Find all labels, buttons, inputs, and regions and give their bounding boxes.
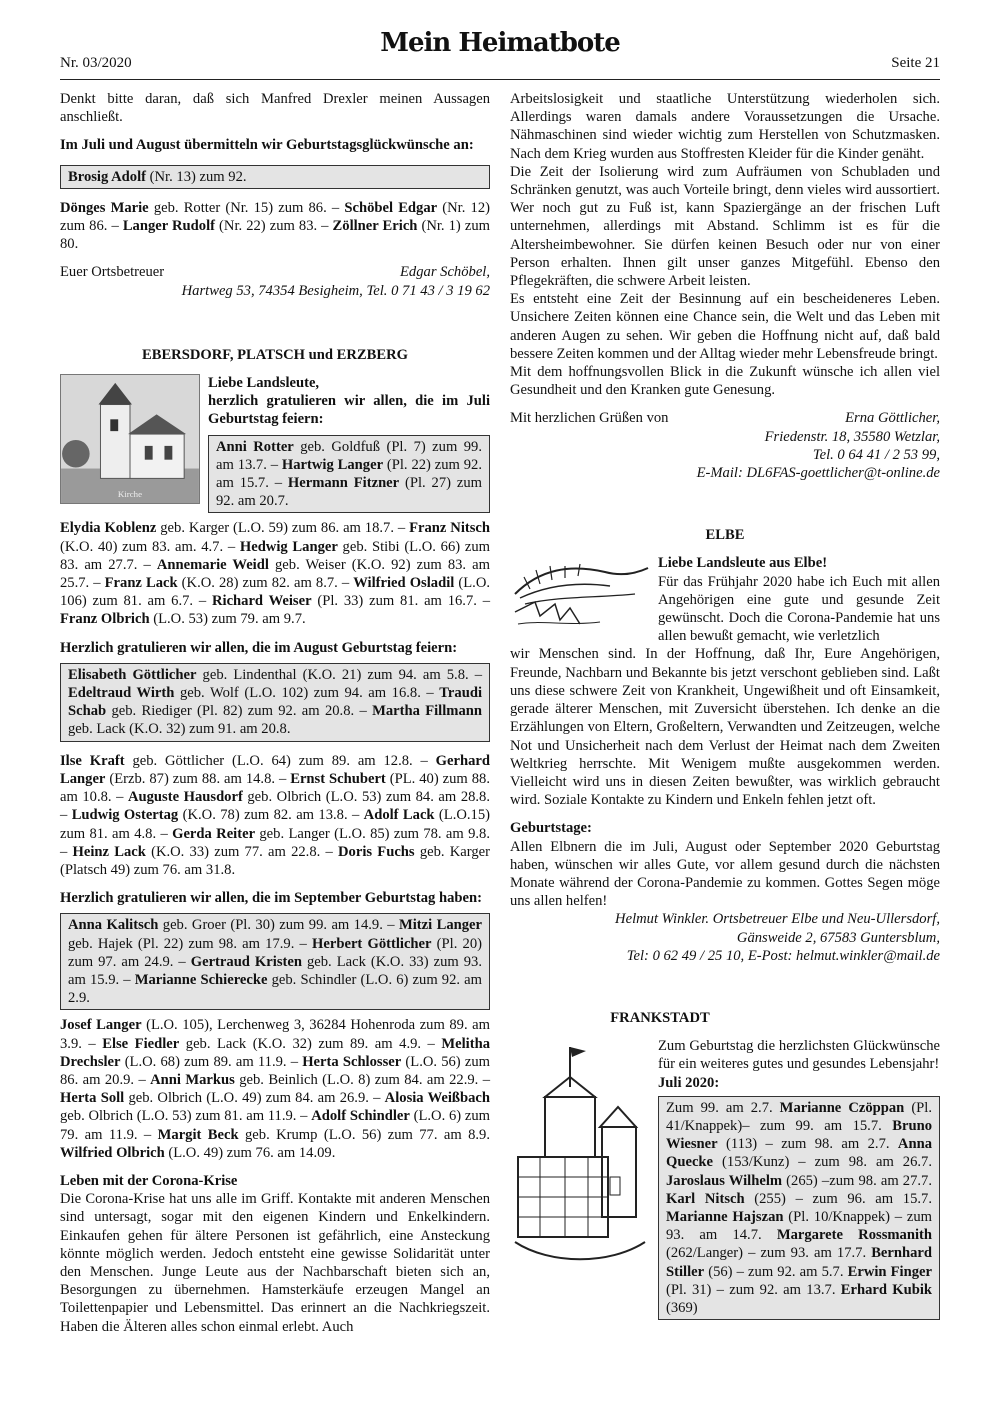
september-heading: Herzlich gratulieren wir allen, die im September Geburtstag haben:: [60, 890, 482, 907]
person-name: Annemarie Weidl: [156, 556, 269, 573]
birthday-text: Allen Elbnern die im Juli, August oder September 2020 Geburtstag haben, wünschen wir alles Gute, vor allem gesund durch die nächsten Monate während der Corona-Pandemie zu kommen. Gottes Segen möge uns allen helfen!: [510, 838, 940, 910]
person-details: geb. Karger (Platsch 49) zum 76. am 31.8.: [60, 843, 491, 878]
person-name: Else Fiedler: [102, 1035, 180, 1052]
church-photo: [60, 374, 200, 504]
person-details: geb. Beinlich (L.O. 8) zum 84. am 22.9. –: [234, 1071, 490, 1088]
signature-address: Hartweg 53, 74354 Besigheim, Tel. 0 71 43 / 3 19 62: [181, 282, 490, 299]
person-details: geb. Olbrich (L.O. 53) zum 84. am 28.8. –: [60, 789, 491, 824]
august-box: [60, 663, 490, 742]
person-name: Ilse Kraft: [60, 752, 125, 769]
person-name: Traudi Schab: [68, 685, 482, 720]
person-name: Anni Markus: [150, 1071, 235, 1088]
castle-drawing: [510, 1037, 650, 1267]
person-details: geb. Wolf (L.O. 102) zum 94. am 16.8. –: [174, 685, 440, 702]
julaug-box: [60, 165, 490, 189]
greeting-mail: E-Mail: DL6FAS-goettlicher@t-online.de: [696, 465, 940, 482]
person-details: geb. Karger (L.O. 59) zum 86. am 18.7. –: [156, 520, 410, 537]
person-name: Auguste Hausdorf: [127, 789, 243, 806]
person-name: Brosig Adolf: [68, 168, 146, 185]
corona-cont-4: Mit dem hoffnungsvollen Blick in die Zukunft wünsche ich allen viel Gesundheit und den Kranken gute Genesung.: [510, 364, 940, 399]
person-details: (Nr. 22) zum 83. –: [215, 218, 333, 235]
person-details: geb. Goldfuß (Pl. 7) zum 99. am 13.7. –: [216, 438, 482, 473]
ebersdorf-greeting: Liebe Landsleute,: [208, 375, 320, 392]
person-name: Anni Rotter: [216, 438, 294, 455]
person-details: (L.O. 68) zum 89. am 11.9. –: [120, 1053, 303, 1070]
person-name: Marianne Hajszan: [666, 1208, 784, 1225]
person-name: Alosia Weißbach: [384, 1090, 491, 1107]
person-details: (Nr. 13) zum 92.: [146, 168, 247, 185]
august-heading: Herzlich gratulieren wir allen, die im August Geburtstag feiern:: [60, 639, 458, 656]
person-name: Bernhard Stiller: [666, 1245, 932, 1280]
elbe-title: ELBE: [705, 527, 745, 544]
person-name: Elisabeth Göttlicher: [68, 666, 197, 683]
september-box: [60, 913, 490, 1010]
julaug-heading: Im Juli und August übermitteln wir Geburtstagsglückwünsche an:: [60, 137, 474, 154]
elbe-text-2: wir Menschen sind. In der Hoffnung, daß Ihr, Eure Angehörigen, Freunde, Nachbarn und Bekannte bis jetzt verschont geblieben sind. Laßt uns diese schwere Zeit von Krankheit, Ungewißheit und oft Einsamkeit, gerade älterer Menschen, mit Zuversicht überstehen. Ich denke an die Erzählungen von Eltern, Großeltern, Verwandten und Zeitzeugen, welche Not und Unsicherheit nach dem Verlust der Heimat nach dem Zweiten Weltkrieg herrschte. Mit Wenigem mußte ausgekommen werden. Vielleicht wird uns in diesen Zeiten bewußter, was wirklich gebraucht wird. Soziale Kontakte zu Kindern und Enkeln fehlen jetzt oft.: [510, 646, 940, 809]
person-name: Herta Soll: [60, 1090, 125, 1107]
person-name: Erhard Kubik: [840, 1281, 932, 1298]
person-details: geb. Göttlicher (L.O. 64) zum 89. am 12.8. –: [124, 752, 436, 769]
issue-number: Nr. 03/2020: [60, 55, 132, 71]
person-details: geb. Langer (L.O. 85) zum 78. am 9.8. –: [60, 825, 490, 860]
person-details: (Pl. 27) zum 92. am 20.7.: [216, 475, 482, 510]
corona-cont-2: Die Zeit der Isolierung wird zum Aufräumen von Schubladen und Schränken genutzt, was auch Vorteile bringt, denn vieles wird aussortiert. Wer noch gut zu Fuß ist, kann Spaziergänge an der frischen Luft unternehmen, allerdings mit Abstand. Schlimm ist es für die Altersheimbewohner. Sie dürfen keinen Besuch oder nur von einer Person erhalten. Ihnen gilt unser ganzes Mitgefühl. Ebenso den Pflegekräften, die schwere Arbeit leisten.: [510, 163, 940, 290]
person-details: (Pl. 10/Knappek) – zum 93. am 14.7.: [666, 1208, 932, 1244]
ebersdorf-greeting-2: herzlich gratulieren wir allen, die im Juli Geburtstag feiern:: [208, 393, 490, 428]
person-name: Edeltraud Wirth: [68, 685, 175, 702]
frankstadt-title: FRANKSTADT: [610, 1009, 710, 1026]
right-column: [510, 90, 940, 1320]
elbe-landscape-drawing: [510, 554, 650, 634]
ebersdorf-intro: [60, 374, 490, 513]
person-name: Schöbel Edgar: [344, 199, 438, 216]
greeting-address: Friedenstr. 18, 35580 Wetzlar,: [764, 428, 940, 445]
person-name: Melitha Drechsler: [60, 1035, 491, 1070]
person-name: Heinz Lack: [72, 843, 146, 860]
person-details: (K.O. 40) zum 83. am. 4.7. –: [60, 538, 240, 555]
person-name: Margit Beck: [157, 1126, 239, 1143]
person-name: Gerda Reiter: [172, 825, 256, 842]
frankstadt-box: [658, 1096, 940, 1320]
person-name: Elydia Koblenz: [60, 520, 157, 537]
frankstadt-section: [510, 1037, 940, 1320]
person-name: Doris Fuchs: [338, 843, 415, 860]
person-details: (255) – zum 96. am 15.7.: [744, 1190, 932, 1207]
person-details: geb. Riediger (Pl. 82) zum 92. am 20.8. –: [106, 703, 373, 720]
page-number: Seite 21: [891, 55, 940, 71]
greeting-name: Erna Göttlicher,: [845, 410, 940, 427]
person-details: (153/Kunz) – zum 98. am 26.7.: [713, 1154, 932, 1171]
person-details: (Pl. 33) zum 81. am 16.7. –: [311, 593, 490, 610]
frankstadt-month: Juli 2020:: [658, 1074, 720, 1091]
person-name: Anna Kalitsch: [68, 917, 159, 934]
person-details: geb. Groer (Pl. 30) zum 99. am 14.9. –: [158, 917, 399, 934]
person-details: geb. Lack (K.O. 32) zum 91. am 20.8.: [68, 721, 291, 738]
person-name: Adolf Schindler: [311, 1108, 410, 1125]
person-name: Marianne Schierecke: [134, 971, 268, 988]
elbe-intro: [510, 554, 940, 645]
person-details: (262/Langer) – zum 93. am 17.7.: [666, 1245, 872, 1262]
person-details: (Erzb. 87) zum 88. am 14.8. –: [105, 770, 291, 787]
birthday-heading: Geburtstage:: [510, 820, 592, 837]
page-header: [60, 28, 940, 80]
person-name: Gerhard Langer: [60, 752, 490, 787]
person-details: (56) – zum 92. am 5.7.: [704, 1263, 848, 1280]
corona-text: Die Corona-Krise hat uns alle im Griff. Kontakte mit anderen Menschen sind untersagt, sogar mit den eigenen Kindern und Enkelkindern. Einkaufen gehen für ältere Personen ist gefährlich, eine Ansteckung könnte möglich werden. Jedoch entsteht eine gewisse Solidarität unter den Menschen. Junge Leute aus der Nachbarschaft bieten sich an, Besorgungen zu übernehmen. Hamsterkäufe erzeugen Mangel an Toilettenpapier und Lebensmittel. Das erinnert an die Nachkriegszeit. Haben die Älteren alles schon einmal erlebt. Auch: [60, 1191, 490, 1335]
person-name: Wilfried Olbrich: [60, 1144, 165, 1161]
signature-label: Euer Ortsbetreuer: [60, 264, 165, 281]
person-name: Hermann Fitzner: [287, 475, 400, 492]
person-details: (L.O.15) zum 81. am 4.8. –: [60, 807, 490, 842]
person-name: Martha Fillmann: [372, 703, 482, 720]
greeting-row: [510, 409, 940, 427]
person-details: geb. Stibi (L.O. 66) zum 83. am 27.7. –: [60, 538, 490, 573]
person-name: Josef Langer: [60, 1017, 142, 1034]
julaug-list: [60, 199, 490, 254]
signature: [60, 263, 490, 281]
person-name: Mitzi Langer: [398, 917, 482, 934]
person-details: geb. Olbrich (L.O. 53) zum 81. am 11.9. –: [60, 1108, 312, 1125]
person-name: Franz Olbrich: [60, 611, 150, 628]
person-details: (K.O. 78) zum 82. am 13.8. –: [178, 807, 364, 824]
greeting-tel: Tel. 0 64 41 / 2 53 99,: [812, 446, 940, 463]
person-name: Ludwig Ostertag: [71, 807, 179, 824]
elbe-signature-1: Helmut Winkler. Ortsbetreuer Elbe und Neu-Ullersdorf,: [615, 911, 940, 928]
church-label: Kirche: [117, 489, 143, 500]
person-details: geb. Lack (K.O. 32) zum 89. am 4.9. –: [179, 1035, 442, 1052]
person-details: geb. Weiser (K.O. 92) zum 83. am 25.7. –: [60, 556, 490, 592]
elbe-signature-3: Tel: 0 62 49 / 25 10, E-Post: helmut.winkler@mail.de: [626, 947, 940, 964]
person-details: (PL. 40) zum 88. am 10.8. –: [60, 770, 490, 806]
person-name: Hartwig Langer: [281, 456, 384, 473]
person-name: Ernst Schubert: [290, 770, 386, 787]
person-details: (L.O. 49) zum 76. am 14.09.: [164, 1144, 336, 1161]
person-name: Margarete Rossmanith: [776, 1227, 932, 1244]
intro-text: Denkt bitte daran, daß sich Manfred Drexler meinen Aussagen anschließt.: [60, 91, 490, 126]
elbe-signature-2: Gänsweide 2, 67583 Guntersblum,: [736, 929, 940, 946]
signature-name: Edgar Schöbel,: [400, 264, 490, 281]
person-name: Marianne Czöppan: [779, 1099, 905, 1116]
person-details: (L.O. 56) zum 86. am 20.9. –: [60, 1053, 490, 1088]
person-details: (L.O. 106) zum 81. am 6.7. –: [60, 575, 491, 610]
person-name: Hedwig Langer: [239, 538, 338, 555]
corona-heading: Leben mit der Corona-Krise: [60, 1172, 238, 1189]
person-details: geb. Rotter (Nr. 15) zum 86. –: [148, 199, 345, 216]
person-name: Anna Quecke: [666, 1136, 932, 1171]
person-name: Gertraud Kristen: [190, 953, 302, 970]
person-name: Franz Nitsch: [409, 520, 491, 537]
person-details: (L.O. 6) zum 79. am 11.9. –: [60, 1108, 490, 1143]
ebersdorf-title: EBERSDORF, PLATSCH und ERZBERG: [141, 346, 408, 363]
person-name: Franz Lack: [104, 575, 178, 592]
person-details: (Nr. 12) zum 86. –: [60, 199, 491, 235]
person-name: Erwin Finger: [847, 1263, 932, 1280]
left-column: [60, 90, 490, 1336]
person-details: (Pl. 22) zum 92. am 15.7. –: [216, 456, 482, 492]
person-details: (Nr. 1) zum 80.: [60, 218, 490, 253]
person-details: (L.O. 53) zum 79. am 9.7.: [149, 611, 306, 628]
person-details: (369): [666, 1299, 698, 1316]
person-details: (L.O. 105), Lerchenweg 3, 36284 Hohenroda zum 89. am 3.9. –: [60, 1017, 490, 1052]
elbe-greeting: Liebe Landsleute aus Elbe!: [658, 555, 828, 572]
person-name: Dönges Marie: [60, 199, 149, 216]
greeting-label: Mit herzlichen Grüßen von: [510, 410, 669, 427]
person-details: (Pl. 31) – zum 92. am 13.7.: [666, 1281, 841, 1298]
person-name: Langer Rudolf: [122, 218, 215, 235]
person-details: geb. Lack (K.O. 33) zum 93. am 15.9. –: [68, 953, 482, 988]
person-details: (Pl. 41/Knappek)– zum 99. am 15.7.: [666, 1099, 932, 1134]
corona-cont-1: Arbeitslosigkeit und staatliche Unterstützung wiederholen sich. Allerdings waren damals andere Voraussetzungen die Ursache. Nähmaschinen sind wieder wichtig zum Herstellen von Schutzmasken. Nach dem Krieg wurden aus Stoffresten Kleider für die Kinder genäht.: [510, 91, 940, 162]
july-list: [60, 519, 490, 628]
august-list: [60, 752, 490, 879]
person-name: Herta Schlosser: [302, 1053, 402, 1070]
person-name: Wilfried Osladil: [353, 575, 455, 592]
elbe-text-1: Für das Frühjahr 2020 habe ich Euch mit allen Angehörigen eine gute und gesunde Zeit gewünscht. Doch die Corona-Pandemie hat uns allen bewußt gemacht, wie verletzlich: [658, 573, 940, 645]
person-details: Zum 99. am 2.7.: [666, 1099, 780, 1116]
person-details: (K.O. 33) zum 77. am 22.8. –: [145, 843, 339, 860]
person-name: Richard Weiser: [211, 593, 312, 610]
corona-cont-3: Es entsteht eine Zeit der Besinnung auf ein bescheideneres Leben. Unsichere Zeiten können eine Chance sein, die Welt und das Leben mit anderen Augen zu sehen. Wir geben die Hoffnung nicht auf, daß bald bessere Zeiten kommen und der Alltag wieder mehr Lebensfreude bringt.: [510, 291, 940, 362]
person-name: Karl Nitsch: [666, 1190, 745, 1207]
person-name: Jaroslaus Wilhelm: [666, 1172, 783, 1189]
person-details: geb. Olbrich (L.O. 49) zum 84. am 26.9. –: [124, 1090, 385, 1107]
july-box: [208, 435, 490, 514]
person-details: geb. Schindler (L.O. 6) zum 92. am 2.9.: [68, 971, 483, 1007]
person-details: geb. Hajek (Pl. 22) zum 98. am 17.9. –: [68, 935, 313, 952]
person-details: geb. Krump (L.O. 56) zum 77. am 8.9.: [238, 1126, 491, 1143]
frankstadt-intro: Zum Geburtstag die herzlichsten Glückwünsche für ein weiteres gutes und gesundes Lebensjahr!: [658, 1038, 940, 1073]
masthead-logo: Mein Heimatbote: [380, 28, 620, 58]
person-details: (265) –zum 98. am 27.7.: [782, 1172, 932, 1189]
person-details: (Pl. 20) zum 97. am 24.9. –: [68, 935, 482, 970]
person-name: Bruno Wiesner: [666, 1117, 932, 1153]
person-name: Herbert Göttlicher: [312, 935, 432, 952]
september-list: [60, 1016, 490, 1162]
person-name: Zöllner Erich: [332, 218, 418, 235]
person-details: (113) – zum 98. am 2.7.: [717, 1136, 898, 1153]
person-details: (K.O. 28) zum 82. am 8.7. –: [177, 575, 354, 592]
person-details: geb. Lindenthal (K.O. 21) zum 94. am 5.8. –: [196, 666, 482, 683]
person-name: Adolf Lack: [363, 807, 435, 824]
